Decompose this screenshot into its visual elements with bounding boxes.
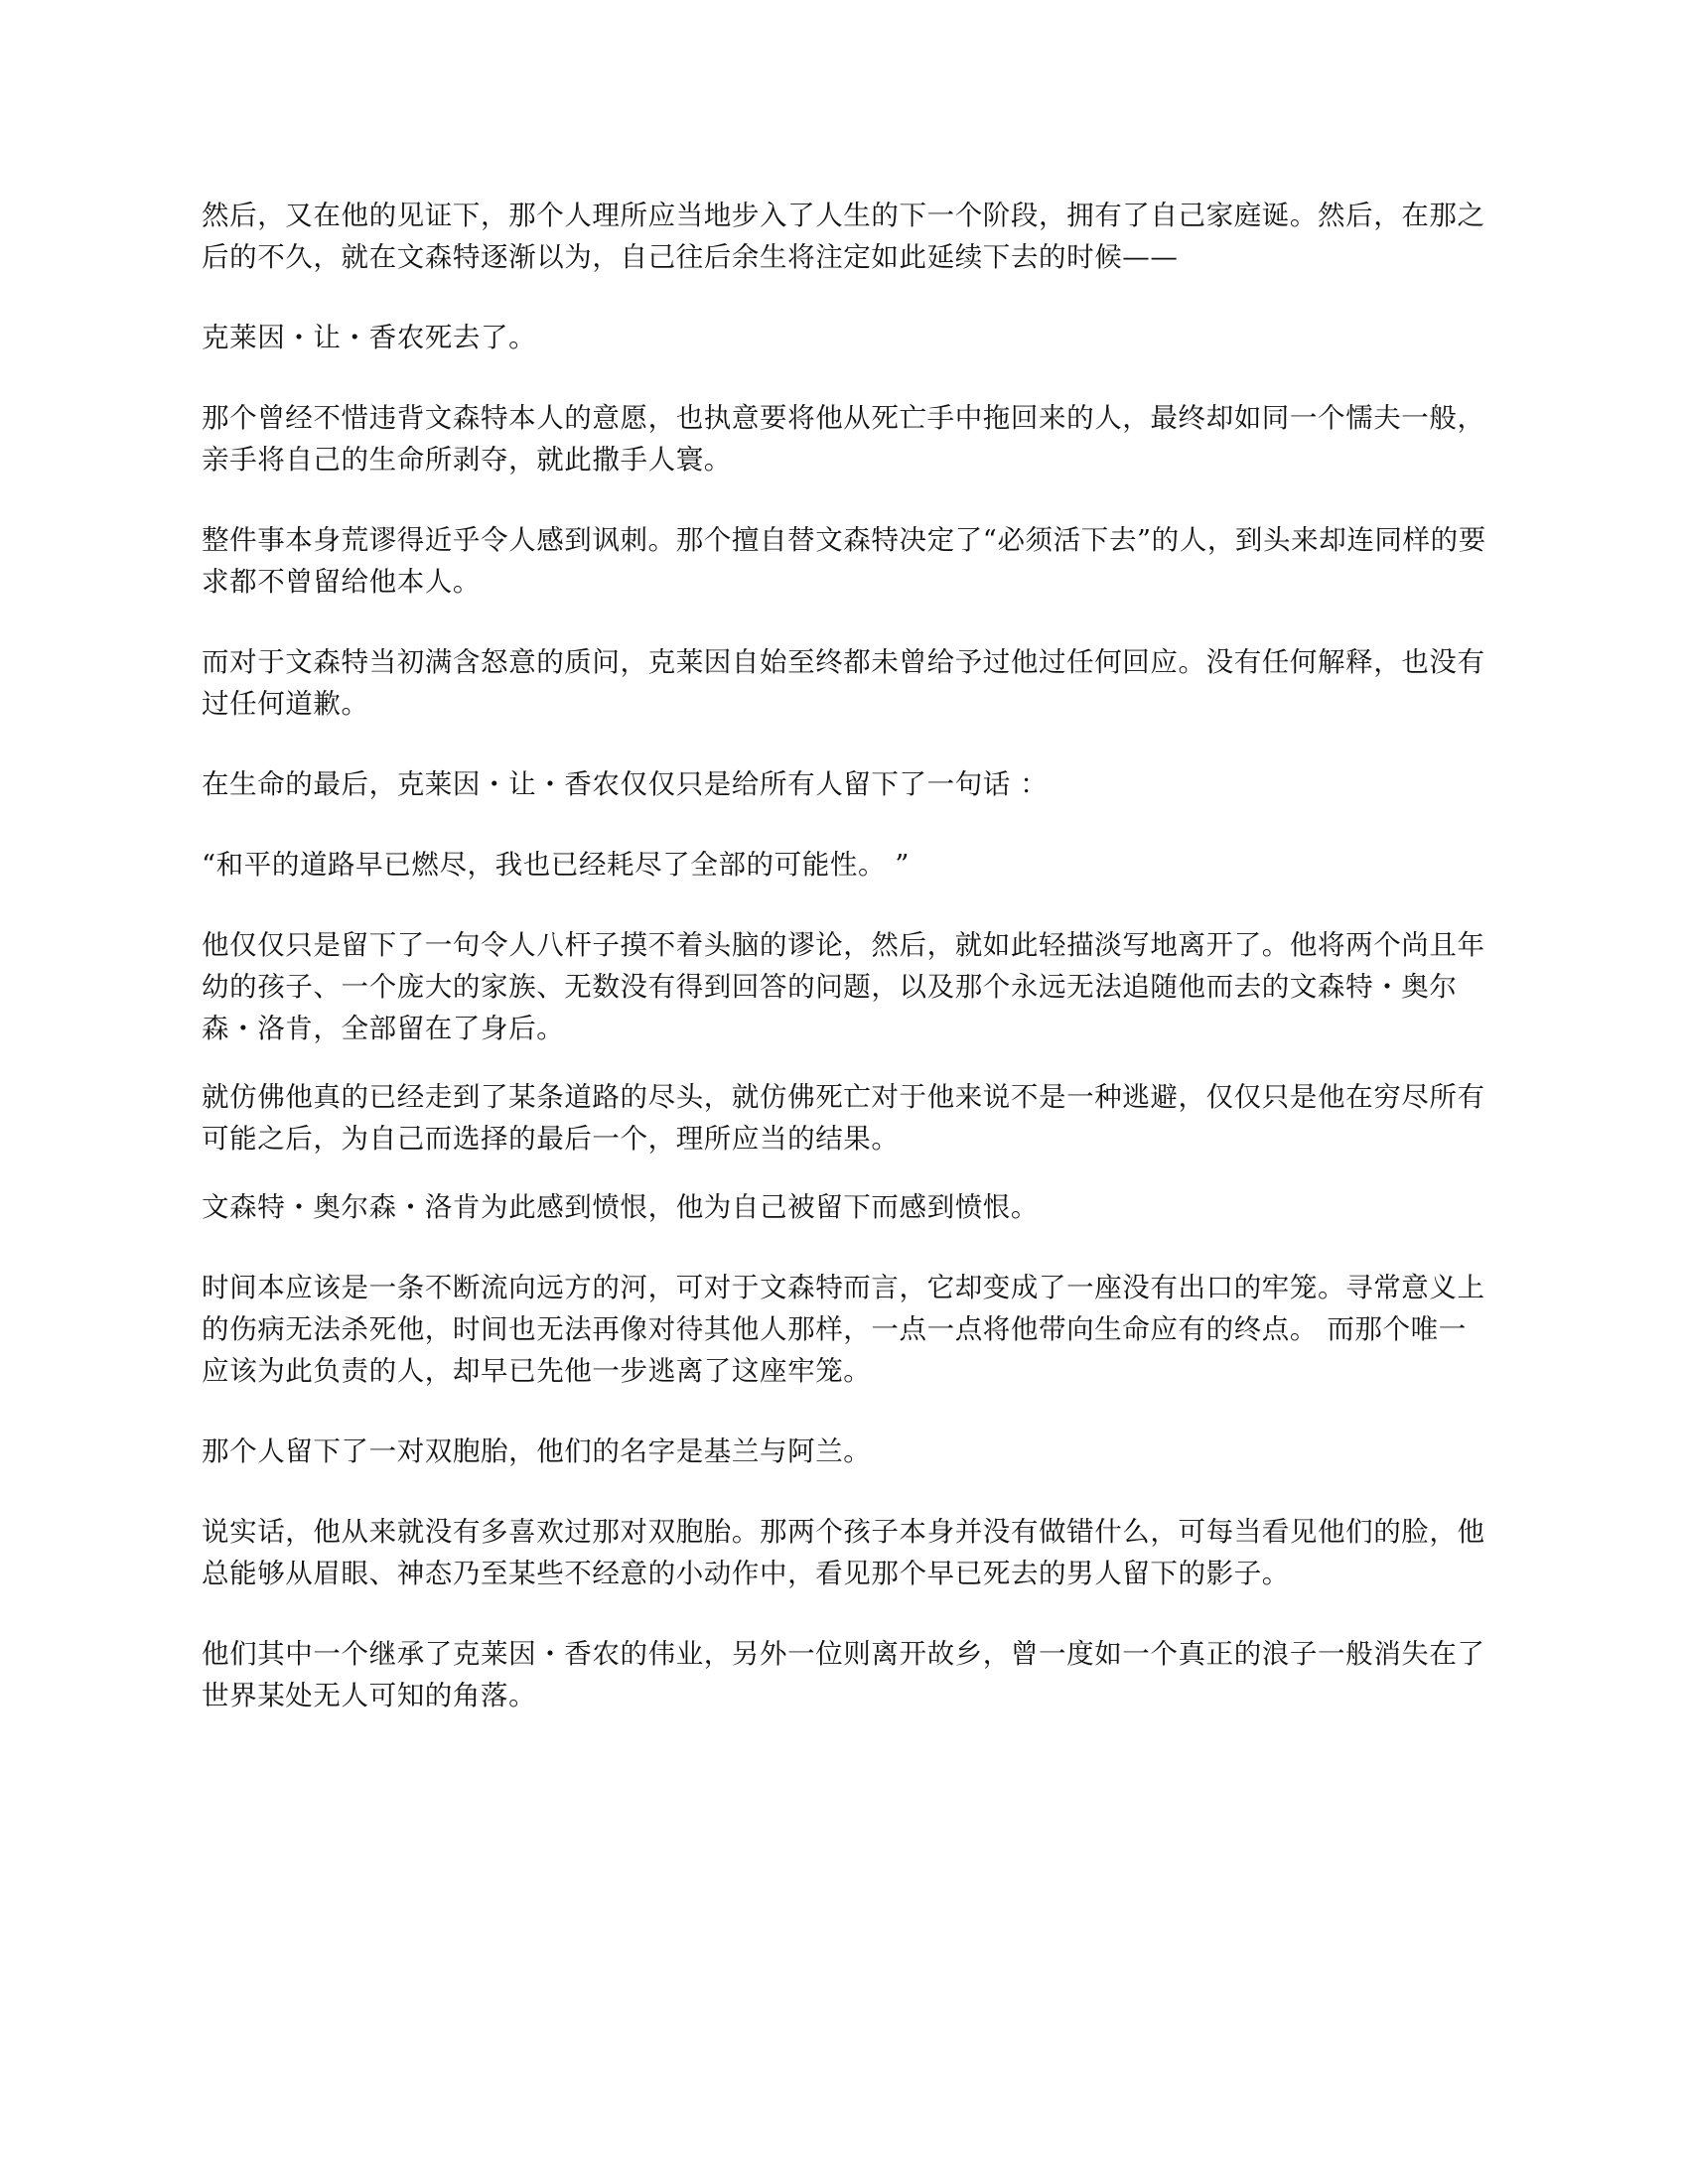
paragraph-7-quote: “和平的道路早已燃尽，我也已经耗尽了全部的可能性。 ” bbox=[202, 849, 911, 881]
document-body bbox=[202, 195, 1487, 1755]
paragraph-1: 然后，又在他的见证下，那个人理所应当地步入了人生的下一个阶段，拥有了自己家庭诞。然后，在那之后的不久，就在文森特逐渐以为，自己往后余生将注定如此延续下去的时候—— bbox=[202, 200, 1485, 273]
paragraph-12: 那个人留下了一对双胞胎，他们的名字是基兰与阿兰。 bbox=[202, 1435, 872, 1467]
paragraph-8: 他仅仅只是留下了一句令人八杆子摸不着头脑的谬论，然后，就如此轻描淡写地离开了。他将两个尚且年幼的孩子、一个庞大的家族、无数没有得到回答的问题，以及那个永远无法追随他而去的文森特・奥尔森・洛肯，全部留在了身后。 bbox=[202, 929, 1485, 1044]
paragraph-13: 说实话，他从来就没有多喜欢过那对双胞胎。那两个孩子本身并没有做错什么，可每当看见他们的脸，他总能够从眉眼、神态乃至某些不经意的小动作中，看见那个早已死去的男人留下的影子。 bbox=[202, 1516, 1485, 1589]
paragraph-4: 整件事本身荒谬得近乎令人感到讽刺。那个擅自替文森特决定了“必须活下去”的人，到头来却连同样的要求都不曾留给他本人。 bbox=[202, 524, 1486, 598]
paragraph-9: 就仿佛他真的已经走到了某条道路的尽头，就仿佛死亡对于他来说不是一种逃避，仅仅只是他在穷尽所有可能之后，为自己而选择的最后一个，理所应当的结果。 bbox=[202, 1081, 1485, 1155]
paragraph-3: 那个曾经不惜违背文森特本人的意愿，也执意要将他从死亡手中拖回来的人，最终却如同一个懦夫一般，亲手将自己的生命所剥夺，就此撒手人寰。 bbox=[202, 402, 1485, 476]
paragraph-6: 在生命的最后，克莱因・让・香农仅仅只是给所有人留下了一句话 ： bbox=[202, 768, 1049, 800]
paragraph-11: 时间本应该是一条不断流向远方的河，可对于文森特而言，它却变成了一座没有出口的牢笼。寻常意义上的伤病无法杀死他，时间也无法再像对待其他人那样，一点一点将他带向生命应有的终点。 而那个唯一应该为此负责的人，却早已先他一步逃离了这座牢笼。 bbox=[202, 1272, 1485, 1387]
paragraph-5: 而对于文森特当初满含怒意的质问，克莱因自始至终都未曾给予过他过任何回应。没有任何解释，也没有过任何道歉。 bbox=[202, 646, 1485, 720]
paragraph-14: 他们其中一个继承了克莱因・香农的伟业，另外一位则离开故乡，曾一度如一个真正的浪子一般消失在了世界某处无人可知的角落。 bbox=[202, 1638, 1485, 1711]
paragraph-10: 文森特・奥尔森・洛肯为此感到愤恨，他为自己被留下而感到愤恨。 bbox=[202, 1191, 1039, 1223]
paragraph-2: 克莱因・让・香农死去了。 bbox=[202, 322, 537, 353]
